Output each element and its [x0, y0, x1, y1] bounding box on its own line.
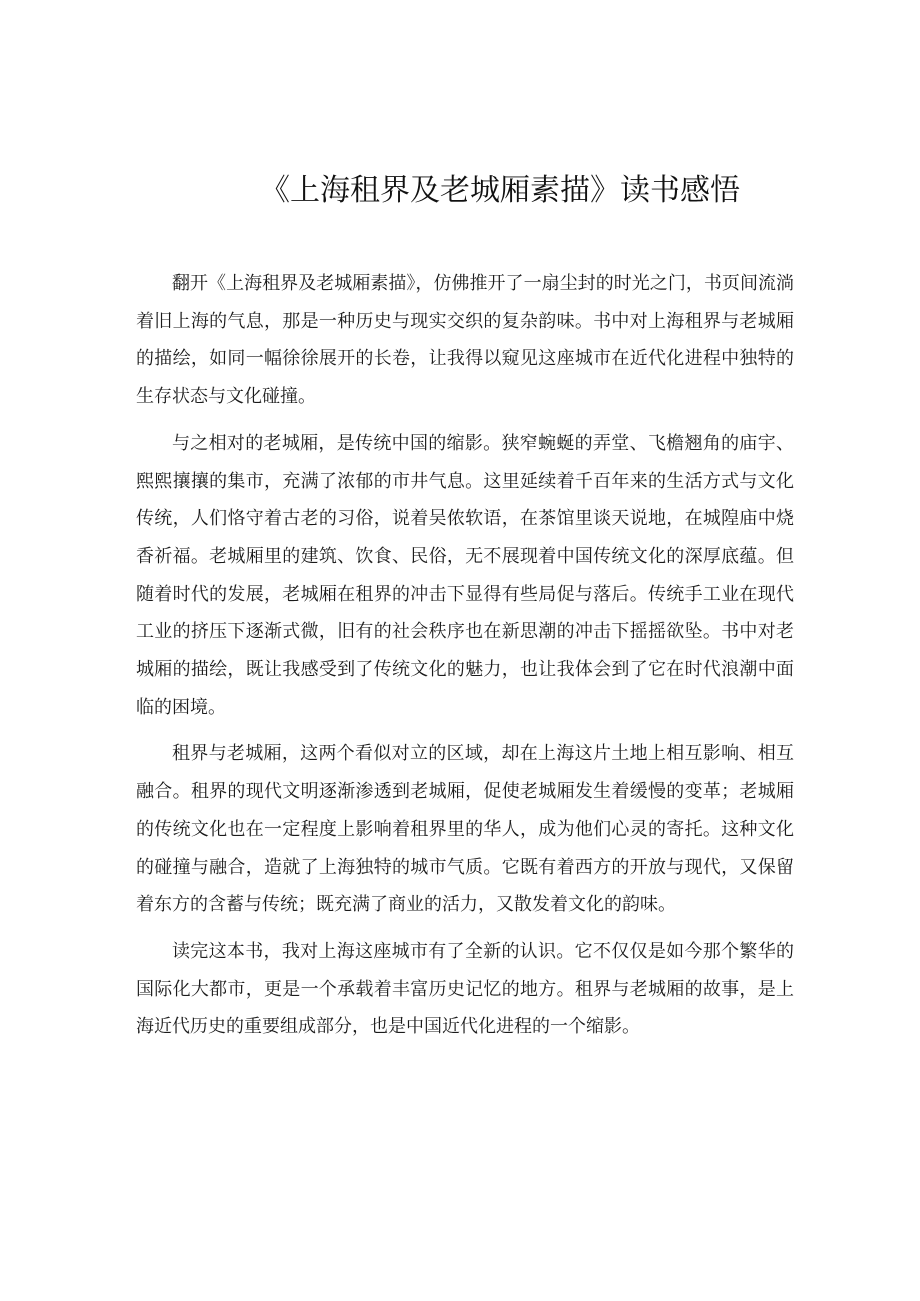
paragraph-4: 读完这本书，我对上海这座城市有了全新的认识。它不仅仅是如今那个繁华的国际化大都市，更是一个承载着丰富历史记忆的地方。租界与老城厢的故事，是上海近代历史的重要组成部分，也是中国近代化进程的一个缩影。	[136, 940, 794, 1038]
paragraph-2: 与之相对的老城厢，是传统中国的缩影。狭窄蜿蜒的弄堂、飞檐翘角的庙宇、熙熙攘攘的集市，充满了浓郁的市井气息。这里延续着千百年来的生活方式与文化传统，人们恪守着古老的习俗，说着吴侬软语，在茶馆里谈天说地，在城隍庙中烧香祈福。老城厢里的建筑、饮食、民俗，无不展现着中国传统文化的深厚底蕴。但随着时代的发展，老城厢在租界的冲击下显得有些局促与落后。传统手工业在现代工业的挤压下逐渐式微，旧有的社会秩序也在新思潮的冲击下摇摇欲坠。书中对老城厢的描绘，既让我感受到了传统文化的魅力，也让我体会到了它在时代浪潮中面临的困境。	[136, 432, 794, 718]
paragraph-1: 翻开《上海租界及老城厢素描》，仿佛推开了一扇尘封的时光之门，书页间流淌着旧上海的气息，那是一种历史与现实交织的复杂韵味。书中对上海租界与老城厢的描绘，如同一幅徐徐展开的长卷，让我得以窥见这座城市在近代化进程中独特的生存状态与文化碰撞。	[136, 273, 794, 408]
document-body	[136, 265, 794, 1055]
paragraph-3: 租界与老城厢，这两个看似对立的区域，却在上海这片土地上相互影响、相互融合。租界的现代文明逐渐渗透到老城厢，促使老城厢发生着缓慢的变革；老城厢的传统文化也在一定程度上影响着租界里的华人，成为他们心灵的寄托。这种文化的碰撞与融合，造就了上海独特的城市气质。它既有着西方的开放与现代，又保留着东方的含蓄与传统；既充满了商业的活力，又散发着文化的韵味。	[136, 743, 794, 916]
document-title: 《上海租界及老城厢素描》读书感悟	[260, 173, 740, 208]
